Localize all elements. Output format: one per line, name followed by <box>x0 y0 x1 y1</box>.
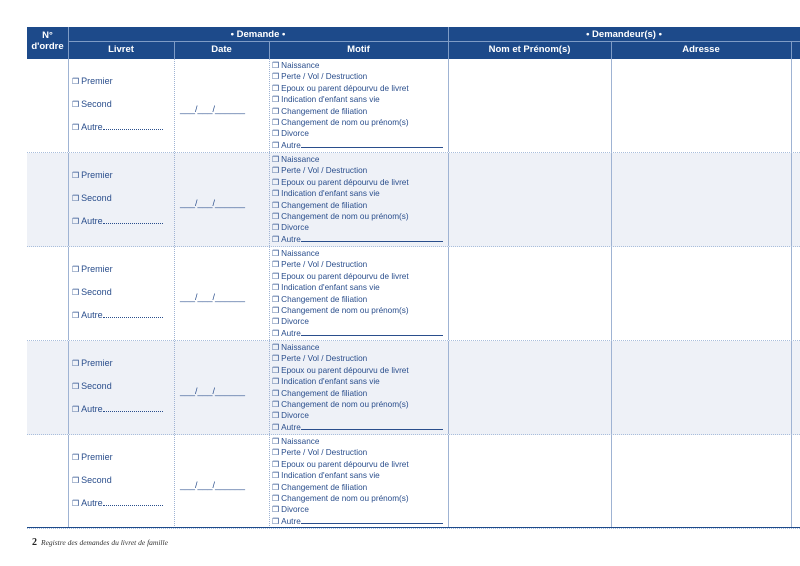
livret-option-autre[interactable] <box>72 404 163 414</box>
hdr-sep <box>791 41 792 59</box>
livret-cell <box>68 435 174 528</box>
checkbox-icon[interactable]: ❒ <box>72 217 80 226</box>
motif-option-label: Divorce <box>281 223 309 233</box>
checkbox-icon[interactable]: ❒ <box>272 166 280 176</box>
motif-option[interactable] <box>272 388 443 399</box>
livret-option-premier[interactable] <box>72 76 113 86</box>
motif-option-label: Perte / Vol / Destruction <box>281 72 368 82</box>
autre-fill-line[interactable] <box>301 140 443 148</box>
livret-option-label: Autre <box>81 122 103 132</box>
checkbox-icon[interactable]: ❒ <box>272 317 280 327</box>
motif-option[interactable] <box>272 177 443 188</box>
livret-option-label: Second <box>81 287 112 297</box>
header-bar <box>27 27 800 59</box>
checkbox-icon[interactable]: ❒ <box>72 476 80 485</box>
motif-options <box>272 342 443 433</box>
livret-option-label: Autre <box>81 404 103 414</box>
checkbox-icon[interactable]: ❒ <box>272 177 280 187</box>
motif-option[interactable] <box>272 353 443 364</box>
checkbox-icon[interactable]: ❒ <box>272 61 280 70</box>
date-field[interactable]: ___/___/______ <box>180 292 246 302</box>
adresse-cell[interactable] <box>611 435 791 528</box>
autre-fill-line[interactable] <box>103 404 163 412</box>
num-ordre-header: N° d'ordre <box>31 30 64 52</box>
livret-option-second[interactable] <box>72 287 112 297</box>
col-nom-header: Nom et Prénom(s) <box>488 44 571 55</box>
motif-option-label: Divorce <box>281 317 309 327</box>
hdr-sep <box>68 27 69 59</box>
num-ordre-cell[interactable] <box>27 341 68 434</box>
checkbox-icon[interactable]: ❒ <box>272 411 280 421</box>
livret-option-second[interactable] <box>72 381 112 391</box>
motif-option[interactable] <box>272 482 443 493</box>
checkbox-icon[interactable]: ❒ <box>272 448 280 458</box>
checkbox-icon[interactable]: ❒ <box>72 123 80 132</box>
checkbox-icon[interactable]: ❒ <box>272 494 280 504</box>
col-livret-header: Livret <box>108 44 134 55</box>
livret-option-autre[interactable] <box>72 310 163 320</box>
col-motif-header: Motif <box>347 44 370 55</box>
motif-option-label: Naissance <box>281 437 320 446</box>
motif-option-label: Changement de filiation <box>281 388 368 398</box>
motif-option-label: Divorce <box>281 505 309 515</box>
checkbox-icon[interactable]: ❒ <box>272 377 280 387</box>
livret-option-autre[interactable] <box>72 122 163 132</box>
motif-option-label: Naissance <box>281 343 320 352</box>
checkbox-icon[interactable]: ❒ <box>72 311 80 320</box>
checkbox-icon[interactable]: ❒ <box>72 499 80 508</box>
motif-option[interactable] <box>272 71 443 82</box>
checkbox-icon[interactable]: ❒ <box>272 83 280 93</box>
date-field[interactable]: ___/___/______ <box>180 386 246 396</box>
checkbox-icon[interactable]: ❒ <box>72 265 80 274</box>
autre-fill-line[interactable] <box>301 328 443 336</box>
livret-cell <box>68 59 174 152</box>
autre-fill-line[interactable] <box>103 310 163 318</box>
checkbox-icon[interactable]: ❒ <box>272 365 280 375</box>
motif-option-label: Naissance <box>281 249 320 258</box>
hdr-sep <box>174 41 175 59</box>
checkbox-icon[interactable]: ❒ <box>272 437 280 446</box>
livret-option-label: Autre <box>81 216 103 226</box>
motif-option[interactable] <box>272 422 443 433</box>
autre-fill-line[interactable] <box>301 234 443 242</box>
motif-option[interactable] <box>272 365 443 376</box>
livret-option-autre[interactable] <box>72 498 163 508</box>
adresse-cell[interactable] <box>611 153 791 246</box>
hdr-sep <box>269 41 270 59</box>
motif-option[interactable] <box>272 140 443 151</box>
table-bottom-border <box>27 527 800 528</box>
motif-option[interactable] <box>272 259 443 270</box>
livret-option-second[interactable] <box>72 99 112 109</box>
checkbox-icon[interactable]: ❒ <box>272 223 280 233</box>
motif-option-label: Changement de filiation <box>281 294 368 304</box>
motif-option-label: Perte / Vol / Destruction <box>281 166 368 176</box>
nom-prenom-cell[interactable] <box>448 153 611 246</box>
livret-option-premier[interactable] <box>72 452 113 462</box>
demandeurs-group-header: • Demandeur(s) • <box>586 29 662 40</box>
checkbox-icon[interactable]: ❒ <box>272 118 280 128</box>
motif-option-label: Perte / Vol / Destruction <box>281 448 368 458</box>
livret-option-premier[interactable] <box>72 358 113 368</box>
extra-cell[interactable] <box>791 59 800 152</box>
motif-option[interactable] <box>272 410 443 421</box>
date-cell <box>174 435 269 528</box>
hdr-sep <box>448 27 449 59</box>
motif-option[interactable] <box>272 94 443 105</box>
livret-option-label: Second <box>81 99 112 109</box>
checkbox-icon[interactable]: ❒ <box>272 155 280 164</box>
col-date-header: Date <box>211 44 232 55</box>
checkbox-icon[interactable]: ❒ <box>272 459 280 469</box>
autre-fill-line[interactable] <box>103 122 163 130</box>
motif-option-label: Autre <box>281 140 301 150</box>
motif-option[interactable] <box>272 154 443 165</box>
motif-option[interactable] <box>272 200 443 211</box>
date-cell <box>174 247 269 340</box>
checkbox-icon[interactable]: ❒ <box>272 516 280 526</box>
checkbox-icon[interactable]: ❒ <box>272 471 280 481</box>
checkbox-icon[interactable]: ❒ <box>272 482 280 492</box>
date-cell <box>174 341 269 434</box>
nom-prenom-cell[interactable] <box>448 59 611 152</box>
adresse-cell[interactable] <box>611 247 791 340</box>
livret-option-label: Premier <box>81 76 113 86</box>
checkbox-icon[interactable]: ❒ <box>272 212 280 222</box>
motif-option-label: Epoux ou parent dépourvu de livret <box>281 271 409 281</box>
motif-option-label: Autre <box>281 516 301 526</box>
checkbox-icon[interactable]: ❒ <box>272 271 280 281</box>
motif-option[interactable] <box>272 106 443 117</box>
num-ordre-cell[interactable] <box>27 247 68 340</box>
checkbox-icon[interactable]: ❒ <box>72 288 80 297</box>
checkbox-icon[interactable]: ❒ <box>272 234 280 244</box>
checkbox-icon[interactable]: ❒ <box>72 453 80 462</box>
extra-cell[interactable] <box>791 435 800 528</box>
date-cell <box>174 59 269 152</box>
livret-option-label: Autre <box>81 310 103 320</box>
motif-option[interactable] <box>272 516 443 527</box>
table-row <box>27 435 800 529</box>
motif-option-label: Changement de nom ou prénom(s) <box>281 494 409 504</box>
motif-option[interactable] <box>272 188 443 199</box>
autre-fill-line[interactable] <box>301 422 443 430</box>
date-field[interactable]: ___/___/______ <box>180 104 246 114</box>
motif-option[interactable] <box>272 459 443 470</box>
motif-option[interactable] <box>272 128 443 139</box>
checkbox-icon[interactable]: ❒ <box>272 328 280 338</box>
livret-option-autre[interactable] <box>72 216 163 226</box>
checkbox-icon[interactable]: ❒ <box>272 422 280 432</box>
hdr-hsep <box>68 41 800 42</box>
motif-option[interactable] <box>272 328 443 339</box>
livret-option-label: Premier <box>81 452 113 462</box>
motif-option[interactable] <box>272 117 443 128</box>
autre-fill-line[interactable] <box>301 516 443 524</box>
motif-option-label: Autre <box>281 328 301 338</box>
hdr-sep <box>611 41 612 59</box>
table-row <box>27 153 800 247</box>
checkbox-icon[interactable]: ❒ <box>272 400 280 410</box>
num-ordre-cell[interactable] <box>27 435 68 528</box>
checkbox-icon[interactable]: ❒ <box>272 294 280 304</box>
motif-option-label: Indication d'enfant sans vie <box>281 95 380 105</box>
motif-cell <box>269 247 448 340</box>
motif-options <box>272 60 443 151</box>
livret-option-label: Second <box>81 381 112 391</box>
motif-option[interactable] <box>272 282 443 293</box>
checkbox-icon[interactable]: ❒ <box>72 405 80 414</box>
col-adresse-header: Adresse <box>682 44 720 55</box>
checkbox-icon[interactable]: ❒ <box>272 95 280 105</box>
motif-option-label: Epoux ou parent dépourvu de livret <box>281 459 409 469</box>
motif-option-label: Perte / Vol / Destruction <box>281 260 368 270</box>
motif-option[interactable] <box>272 447 443 458</box>
checkbox-icon[interactable]: ❒ <box>272 189 280 199</box>
motif-option[interactable] <box>272 234 443 245</box>
checkbox-icon[interactable]: ❒ <box>272 200 280 210</box>
motif-option-label: Changement de nom ou prénom(s) <box>281 400 409 410</box>
motif-option[interactable] <box>272 294 443 305</box>
checkbox-icon[interactable]: ❒ <box>72 382 80 391</box>
livret-option-premier[interactable] <box>72 170 113 180</box>
motif-option[interactable] <box>272 342 443 353</box>
checkbox-icon[interactable]: ❒ <box>272 354 280 364</box>
adresse-cell[interactable] <box>611 341 791 434</box>
motif-option[interactable] <box>272 83 443 94</box>
motif-option[interactable] <box>272 211 443 222</box>
motif-option-label: Autre <box>281 234 301 244</box>
motif-option-label: Naissance <box>281 155 320 164</box>
autre-fill-line[interactable] <box>103 498 163 506</box>
num-ordre-cell[interactable] <box>27 59 68 152</box>
motif-option-label: Changement de filiation <box>281 482 368 492</box>
checkbox-icon[interactable]: ❒ <box>272 249 280 258</box>
motif-option[interactable] <box>272 316 443 327</box>
livret-option-premier[interactable] <box>72 264 113 274</box>
checkbox-icon[interactable]: ❒ <box>272 283 280 293</box>
motif-cell <box>269 153 448 246</box>
motif-option-label: Perte / Vol / Destruction <box>281 354 368 364</box>
adresse-cell[interactable] <box>611 59 791 152</box>
checkbox-icon[interactable]: ❒ <box>272 260 280 270</box>
livret-cell <box>68 153 174 246</box>
motif-option[interactable] <box>272 470 443 481</box>
date-field[interactable]: ___/___/______ <box>180 480 246 490</box>
footer-title: Registre des demandes du livret de famille <box>41 538 168 547</box>
date-field[interactable]: ___/___/______ <box>180 198 246 208</box>
checkbox-icon[interactable]: ❒ <box>72 100 80 109</box>
num-ordre-cell[interactable] <box>27 153 68 246</box>
motif-option-label: Indication d'enfant sans vie <box>281 471 380 481</box>
checkbox-icon[interactable]: ❒ <box>272 140 280 150</box>
nom-prenom-cell[interactable] <box>448 247 611 340</box>
livret-option-label: Premier <box>81 264 113 274</box>
motif-options <box>272 248 443 339</box>
motif-option[interactable] <box>272 436 443 447</box>
checkbox-icon[interactable]: ❒ <box>272 388 280 398</box>
motif-option[interactable] <box>272 271 443 282</box>
livret-option-second[interactable] <box>72 193 112 203</box>
motif-option-label: Indication d'enfant sans vie <box>281 189 380 199</box>
page-footer <box>32 537 168 548</box>
motif-option[interactable] <box>272 165 443 176</box>
motif-cell <box>269 435 448 528</box>
checkbox-icon[interactable]: ❒ <box>72 77 80 86</box>
livret-option-label: Second <box>81 475 112 485</box>
motif-option[interactable] <box>272 504 443 515</box>
page-number: 2 <box>32 537 37 548</box>
checkbox-icon[interactable]: ❒ <box>272 129 280 139</box>
checkbox-icon[interactable]: ❒ <box>272 505 280 515</box>
motif-option-label: Changement de nom ou prénom(s) <box>281 212 409 222</box>
nom-prenom-cell[interactable] <box>448 435 611 528</box>
motif-options <box>272 436 443 527</box>
motif-option-label: Changement de filiation <box>281 106 368 116</box>
table-row <box>27 247 800 341</box>
table-row <box>27 341 800 435</box>
checkbox-icon[interactable]: ❒ <box>72 194 80 203</box>
motif-option[interactable] <box>272 305 443 316</box>
motif-cell <box>269 59 448 152</box>
date-cell <box>174 153 269 246</box>
nom-prenom-cell[interactable] <box>448 341 611 434</box>
motif-option[interactable] <box>272 493 443 504</box>
motif-option-label: Epoux ou parent dépourvu de livret <box>281 83 409 93</box>
motif-option[interactable] <box>272 222 443 233</box>
motif-option-label: Divorce <box>281 129 309 139</box>
motif-option-label: Epoux ou parent dépourvu de livret <box>281 365 409 375</box>
motif-option-label: Changement de nom ou prénom(s) <box>281 118 409 128</box>
motif-options <box>272 154 443 245</box>
motif-option[interactable] <box>272 399 443 410</box>
checkbox-icon[interactable]: ❒ <box>272 72 280 82</box>
motif-option-label: Changement de filiation <box>281 200 368 210</box>
motif-cell <box>269 341 448 434</box>
livret-option-label: Premier <box>81 358 113 368</box>
demande-group-header: • Demande • <box>230 29 286 40</box>
livret-option-label: Premier <box>81 170 113 180</box>
livret-option-label: Second <box>81 193 112 203</box>
motif-option[interactable] <box>272 248 443 259</box>
checkbox-icon[interactable]: ❒ <box>72 359 80 368</box>
motif-option-label: Epoux ou parent dépourvu de livret <box>281 177 409 187</box>
motif-option-label: Autre <box>281 422 301 432</box>
motif-option-label: Indication d'enfant sans vie <box>281 377 380 387</box>
table-row <box>27 59 800 153</box>
livret-option-label: Autre <box>81 498 103 508</box>
autre-fill-line[interactable] <box>103 216 163 224</box>
extra-cell[interactable] <box>791 341 800 434</box>
extra-cell[interactable] <box>791 153 800 246</box>
motif-option[interactable] <box>272 60 443 71</box>
livret-option-second[interactable] <box>72 475 112 485</box>
extra-cell[interactable] <box>791 247 800 340</box>
motif-option[interactable] <box>272 376 443 387</box>
motif-option-label: Divorce <box>281 411 309 421</box>
checkbox-icon[interactable]: ❒ <box>72 171 80 180</box>
checkbox-icon[interactable]: ❒ <box>272 106 280 116</box>
livret-cell <box>68 341 174 434</box>
motif-option-label: Indication d'enfant sans vie <box>281 283 380 293</box>
checkbox-icon[interactable]: ❒ <box>272 343 280 352</box>
motif-option-label: Naissance <box>281 61 320 70</box>
motif-option-label: Changement de nom ou prénom(s) <box>281 306 409 316</box>
livret-cell <box>68 247 174 340</box>
checkbox-icon[interactable]: ❒ <box>272 306 280 316</box>
